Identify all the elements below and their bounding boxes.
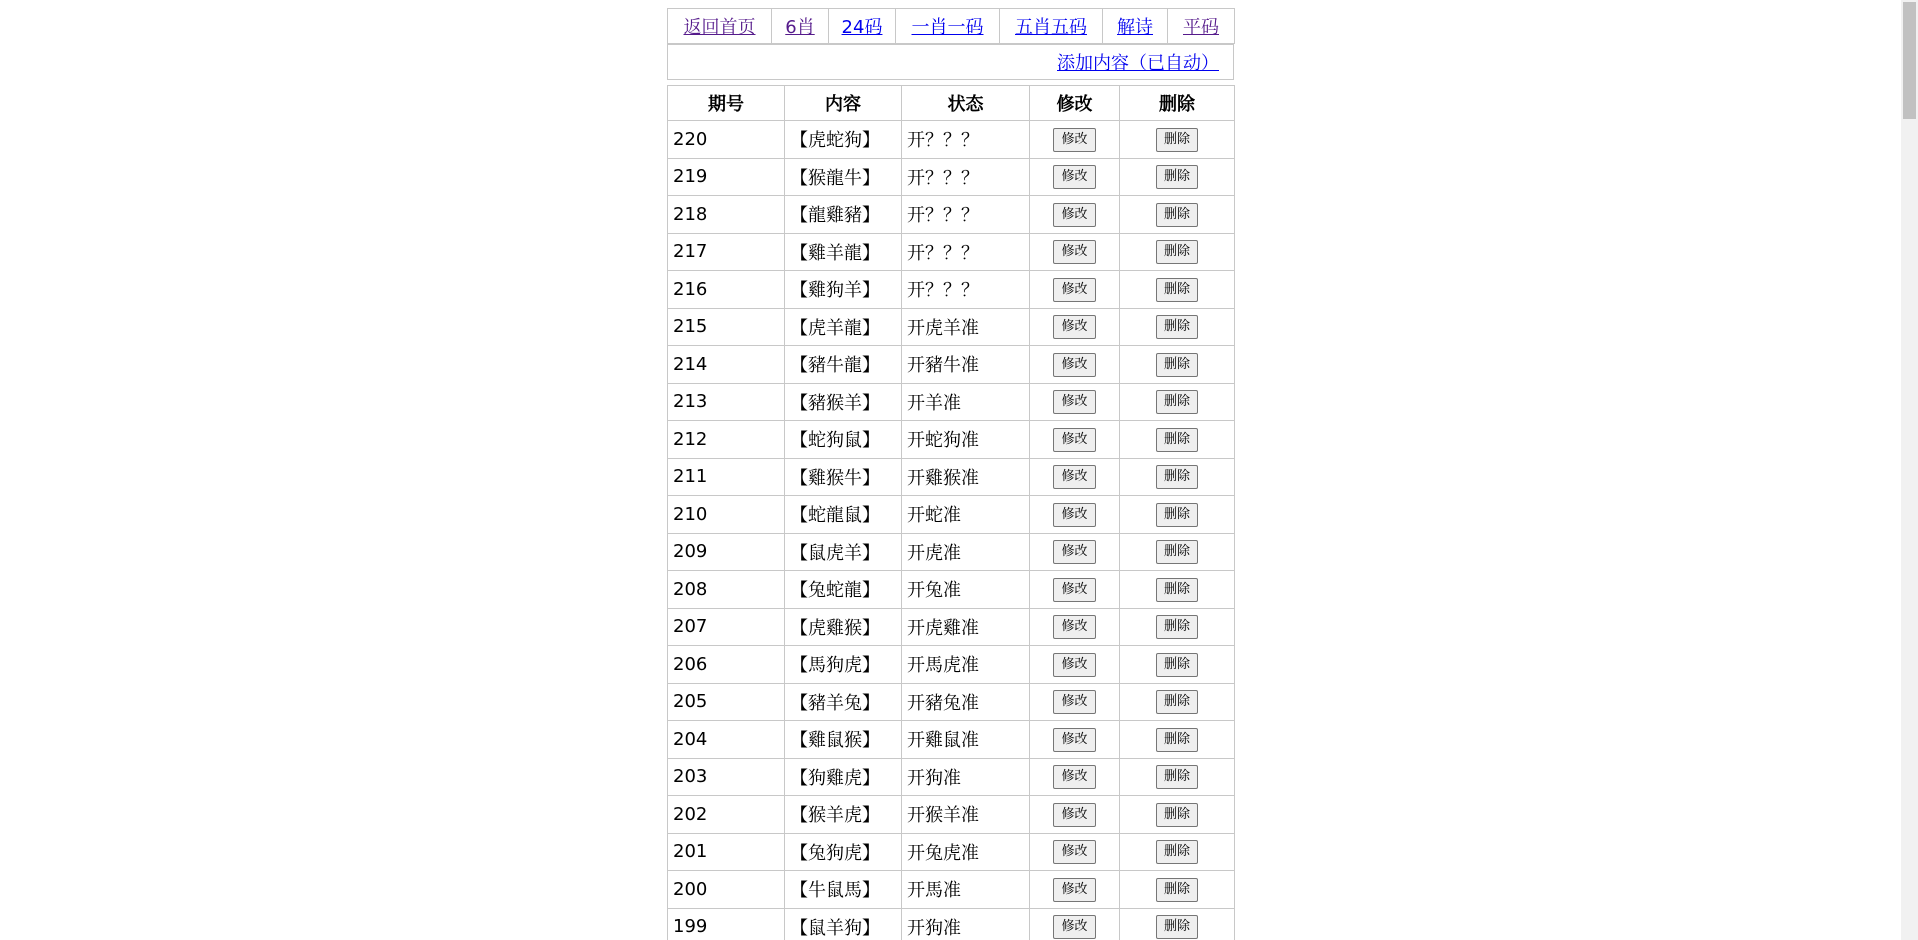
cell-content: 【兔蛇龍】 — [785, 571, 902, 609]
poem-link[interactable]: 解诗 — [1117, 17, 1153, 38]
add-content-row — [668, 45, 1234, 80]
header-delete: 删除 — [1120, 86, 1235, 121]
edit-button[interactable]: 修改 — [1053, 690, 1095, 714]
cell-issue: 212 — [668, 421, 785, 459]
nav-cell-pingma — [1168, 9, 1235, 44]
cell-edit — [1030, 233, 1120, 271]
edit-button[interactable]: 修改 — [1053, 203, 1095, 227]
cell-status: 开豬牛准 — [902, 346, 1030, 384]
header-status: 状态 — [902, 86, 1030, 121]
ping-ma-link[interactable]: 平码 — [1183, 17, 1219, 38]
edit-button[interactable]: 修改 — [1053, 315, 1095, 339]
cell-content: 【虎蛇狗】 — [785, 121, 902, 159]
cell-delete — [1120, 646, 1235, 684]
cell-delete — [1120, 721, 1235, 759]
cell-content: 【鼠羊狗】 — [785, 908, 902, 940]
cell-content: 【雞猴牛】 — [785, 458, 902, 496]
edit-button[interactable]: 修改 — [1053, 465, 1095, 489]
cell-edit — [1030, 533, 1120, 571]
header-edit: 修改 — [1030, 86, 1120, 121]
cell-status: 开雞猴准 — [902, 458, 1030, 496]
cell-status: 开？？？ — [902, 121, 1030, 159]
cell-edit — [1030, 496, 1120, 534]
six-xiao-link[interactable]: 6肖 — [785, 17, 815, 38]
delete-button[interactable]: 删除 — [1156, 315, 1198, 339]
cell-issue: 205 — [668, 683, 785, 721]
delete-button[interactable]: 删除 — [1156, 915, 1198, 939]
cell-status: 开？？？ — [902, 271, 1030, 309]
cell-delete — [1120, 233, 1235, 271]
cell-status: 开猴羊准 — [902, 796, 1030, 834]
table-row — [668, 458, 1235, 496]
nav-cell-24ma — [829, 9, 896, 44]
edit-button[interactable]: 修改 — [1053, 653, 1095, 677]
nav-cell-6xiao — [772, 9, 829, 44]
cell-edit — [1030, 646, 1120, 684]
cell-delete — [1120, 496, 1235, 534]
cell-delete — [1120, 833, 1235, 871]
edit-button[interactable]: 修改 — [1053, 803, 1095, 827]
nav-cell-yixiao-yima — [896, 9, 1000, 44]
table-row — [668, 308, 1235, 346]
cell-issue: 207 — [668, 608, 785, 646]
delete-button[interactable]: 删除 — [1156, 690, 1198, 714]
cell-edit — [1030, 871, 1120, 909]
cell-edit — [1030, 383, 1120, 421]
cell-content: 【豬牛龍】 — [785, 346, 902, 384]
cell-content: 【雞狗羊】 — [785, 271, 902, 309]
cell-issue: 208 — [668, 571, 785, 609]
add-content-cell — [668, 45, 1234, 80]
cell-issue: 216 — [668, 271, 785, 309]
edit-button[interactable]: 修改 — [1053, 578, 1095, 602]
edit-button[interactable]: 修改 — [1053, 840, 1095, 864]
nav-cell-wuxiao-wuma — [1000, 9, 1103, 44]
cell-edit — [1030, 458, 1120, 496]
cell-delete — [1120, 383, 1235, 421]
add-content-table — [667, 44, 1234, 80]
one-xiao-one-ma-link[interactable]: 一肖一码 — [911, 17, 984, 38]
delete-button[interactable]: 删除 — [1156, 578, 1198, 602]
five-xiao-five-ma-link[interactable]: 五肖五码 — [1015, 17, 1087, 38]
table-row — [668, 608, 1235, 646]
table-row — [668, 233, 1235, 271]
table-row — [668, 721, 1235, 759]
edit-button[interactable]: 修改 — [1053, 765, 1095, 789]
cell-status: 开虎羊准 — [902, 308, 1030, 346]
cell-issue: 210 — [668, 496, 785, 534]
cell-delete — [1120, 158, 1235, 196]
cell-content: 【狗雞虎】 — [785, 758, 902, 796]
cell-edit — [1030, 833, 1120, 871]
top-nav-table — [667, 8, 1235, 44]
cell-issue: 206 — [668, 646, 785, 684]
table-row — [668, 271, 1235, 309]
cell-issue: 202 — [668, 796, 785, 834]
delete-button[interactable]: 删除 — [1156, 653, 1198, 677]
cell-delete — [1120, 571, 1235, 609]
cell-issue: 214 — [668, 346, 785, 384]
table-row — [668, 833, 1235, 871]
delete-button[interactable]: 删除 — [1156, 278, 1198, 302]
edit-button[interactable]: 修改 — [1053, 428, 1095, 452]
delete-button[interactable]: 删除 — [1156, 165, 1198, 189]
cell-issue: 219 — [668, 158, 785, 196]
table-row — [668, 533, 1235, 571]
cell-status: 开雞鼠准 — [902, 721, 1030, 759]
content-wrapper — [667, 8, 1234, 940]
edit-button[interactable]: 修改 — [1053, 728, 1095, 752]
delete-button[interactable]: 删除 — [1156, 353, 1198, 377]
cell-content: 【龍雞豬】 — [785, 196, 902, 234]
cell-status: 开？？？ — [902, 233, 1030, 271]
cell-content: 【兔狗虎】 — [785, 833, 902, 871]
delete-button[interactable]: 删除 — [1156, 240, 1198, 264]
cell-edit — [1030, 196, 1120, 234]
cell-issue: 209 — [668, 533, 785, 571]
edit-button[interactable]: 修改 — [1053, 240, 1095, 264]
cell-issue: 217 — [668, 233, 785, 271]
cell-content: 【虎雞猴】 — [785, 608, 902, 646]
delete-button[interactable]: 删除 — [1156, 765, 1198, 789]
cell-issue: 204 — [668, 721, 785, 759]
cell-delete — [1120, 421, 1235, 459]
scrollbar-thumb[interactable] — [1903, 2, 1916, 119]
cell-content: 【豬猴羊】 — [785, 383, 902, 421]
cell-status: 开蛇狗准 — [902, 421, 1030, 459]
cell-status: 开馬虎准 — [902, 646, 1030, 684]
cell-status: 开兔准 — [902, 571, 1030, 609]
delete-button[interactable]: 删除 — [1156, 540, 1198, 564]
cell-content: 【馬狗虎】 — [785, 646, 902, 684]
cell-status: 开？？？ — [902, 158, 1030, 196]
cell-edit — [1030, 271, 1120, 309]
cell-issue: 199 — [668, 908, 785, 940]
cell-status: 开狗准 — [902, 908, 1030, 940]
cell-edit — [1030, 571, 1120, 609]
cell-issue: 215 — [668, 308, 785, 346]
table-row — [668, 383, 1235, 421]
cell-edit — [1030, 908, 1120, 940]
cell-status: 开羊准 — [902, 383, 1030, 421]
twenty-four-ma-link[interactable]: 24码 — [841, 17, 883, 38]
cell-delete — [1120, 608, 1235, 646]
cell-edit — [1030, 121, 1120, 159]
cell-issue: 220 — [668, 121, 785, 159]
cell-content: 【牛鼠馬】 — [785, 871, 902, 909]
cell-edit — [1030, 308, 1120, 346]
delete-button[interactable]: 删除 — [1156, 390, 1198, 414]
cell-issue: 201 — [668, 833, 785, 871]
edit-button[interactable]: 修改 — [1053, 165, 1095, 189]
table-row — [668, 496, 1235, 534]
delete-button[interactable]: 删除 — [1156, 203, 1198, 227]
vertical-scrollbar[interactable] — [1901, 0, 1918, 940]
cell-edit — [1030, 608, 1120, 646]
delete-button[interactable]: 删除 — [1156, 840, 1198, 864]
cell-content: 【猴龍牛】 — [785, 158, 902, 196]
header-content: 内容 — [785, 86, 902, 121]
cell-status: 开狗准 — [902, 758, 1030, 796]
cell-status: 开兔虎准 — [902, 833, 1030, 871]
delete-button[interactable]: 删除 — [1156, 428, 1198, 452]
cell-content: 【虎羊龍】 — [785, 308, 902, 346]
table-row — [668, 796, 1235, 834]
table-row — [668, 646, 1235, 684]
delete-button[interactable]: 删除 — [1156, 128, 1198, 152]
records-table — [667, 85, 1235, 940]
edit-button[interactable]: 修改 — [1053, 503, 1095, 527]
cell-edit — [1030, 758, 1120, 796]
add-content-link[interactable]: 添加内容（已自动） — [1057, 53, 1219, 74]
nav-cell-home — [668, 9, 772, 44]
cell-delete — [1120, 121, 1235, 159]
cell-content: 【豬羊兔】 — [785, 683, 902, 721]
cell-content: 【蛇狗鼠】 — [785, 421, 902, 459]
cell-status: 开豬兔准 — [902, 683, 1030, 721]
cell-delete — [1120, 346, 1235, 384]
cell-edit — [1030, 158, 1120, 196]
cell-edit — [1030, 683, 1120, 721]
table-row — [668, 871, 1235, 909]
cell-status: 开虎雞准 — [902, 608, 1030, 646]
edit-button[interactable]: 修改 — [1053, 615, 1095, 639]
cell-content: 【蛇龍鼠】 — [785, 496, 902, 534]
delete-button[interactable]: 删除 — [1156, 878, 1198, 902]
edit-button[interactable]: 修改 — [1053, 128, 1095, 152]
cell-delete — [1120, 871, 1235, 909]
edit-button[interactable]: 修改 — [1053, 915, 1095, 939]
cell-edit — [1030, 796, 1120, 834]
cell-issue: 211 — [668, 458, 785, 496]
delete-button[interactable]: 删除 — [1156, 803, 1198, 827]
cell-status: 开虎准 — [902, 533, 1030, 571]
table-row — [668, 421, 1235, 459]
cell-delete — [1120, 908, 1235, 940]
nav-cell-jieshi — [1103, 9, 1168, 44]
cell-content: 【猴羊虎】 — [785, 796, 902, 834]
cell-edit — [1030, 721, 1120, 759]
table-row — [668, 196, 1235, 234]
table-row — [668, 571, 1235, 609]
home-link[interactable]: 返回首页 — [683, 17, 756, 38]
cell-delete — [1120, 533, 1235, 571]
cell-delete — [1120, 308, 1235, 346]
edit-button[interactable]: 修改 — [1053, 390, 1095, 414]
cell-content: 【鼠虎羊】 — [785, 533, 902, 571]
cell-edit — [1030, 346, 1120, 384]
cell-issue: 218 — [668, 196, 785, 234]
header-issue: 期号 — [668, 86, 785, 121]
nav-row — [668, 9, 1235, 44]
cell-issue: 213 — [668, 383, 785, 421]
cell-content: 【雞羊龍】 — [785, 233, 902, 271]
table-row — [668, 758, 1235, 796]
cell-delete — [1120, 271, 1235, 309]
cell-content: 【雞鼠猴】 — [785, 721, 902, 759]
table-row — [668, 121, 1235, 159]
edit-button[interactable]: 修改 — [1053, 540, 1095, 564]
delete-button[interactable]: 删除 — [1156, 503, 1198, 527]
cell-delete — [1120, 458, 1235, 496]
cell-status: 开馬准 — [902, 871, 1030, 909]
cell-delete — [1120, 196, 1235, 234]
edit-button[interactable]: 修改 — [1053, 353, 1095, 377]
table-header-row — [668, 86, 1235, 121]
table-row — [668, 683, 1235, 721]
table-row — [668, 346, 1235, 384]
cell-edit — [1030, 421, 1120, 459]
table-row — [668, 908, 1235, 940]
delete-button[interactable]: 删除 — [1156, 615, 1198, 639]
delete-button[interactable]: 删除 — [1156, 728, 1198, 752]
cell-issue: 200 — [668, 871, 785, 909]
table-row — [668, 158, 1235, 196]
delete-button[interactable]: 删除 — [1156, 465, 1198, 489]
cell-status: 开蛇准 — [902, 496, 1030, 534]
cell-issue: 203 — [668, 758, 785, 796]
cell-delete — [1120, 796, 1235, 834]
cell-delete — [1120, 758, 1235, 796]
edit-button[interactable]: 修改 — [1053, 278, 1095, 302]
cell-status: 开？？？ — [902, 196, 1030, 234]
edit-button[interactable]: 修改 — [1053, 878, 1095, 902]
cell-delete — [1120, 683, 1235, 721]
